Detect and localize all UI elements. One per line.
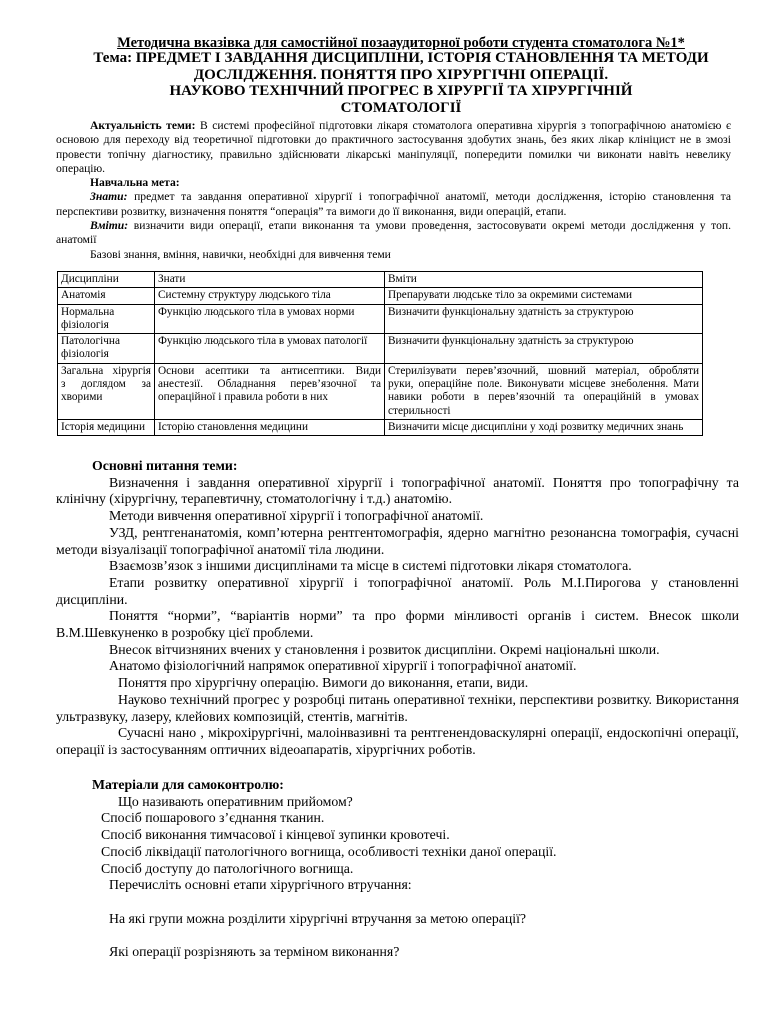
list-item: Поняття “норми”, “варіантів норми” та про форми мінливості органів і систем. Внесок школи В.М.Шевкуненко в розробку цієї проблеми. <box>56 608 739 641</box>
list-item: Спосіб ліквідації патологічного вогнища, особливості техніки даної операції. <box>101 843 557 859</box>
prerequisites-table <box>57 271 703 436</box>
list-item: Внесок вітчизняних вчених у становлення і розвиток дисципліни. Окремі національні школи. <box>109 641 660 657</box>
relevance-paragraph <box>56 119 731 176</box>
know-paragraph <box>56 190 731 219</box>
can-paragraph <box>56 219 731 248</box>
title-line: СТОМАТОЛОГІЇ <box>340 99 462 116</box>
list-item: Спосіб виконання тимчасової і кінцевої зупинки кровотечі. <box>101 827 450 843</box>
list-item: Поняття про хірургічну операцію. Вимоги до виконання, етапи, види. <box>118 675 529 691</box>
list-item: Методи вивчення оперативної хірургії і топографічної анатомії. <box>109 508 484 524</box>
table-row <box>58 419 703 435</box>
list-item: Науково технічний прогрес у розробці питань оперативної техніки, перспективи розвитку. Використання ультразвуку, лазеру, клейових композицій, стентів, магнітів. <box>56 691 739 724</box>
title-line: НАУКОВО ТЕХНІЧНИЙ ПРОГРЕС В ХІРУРГІЇ ТА ХІРУРГІЧНІЙ <box>169 83 633 99</box>
list-item: Що називають оперативним прийомом? <box>118 793 353 809</box>
can-label: Вміти: <box>90 219 129 233</box>
table-cell: Функцію людського тіла в умовах патології <box>155 334 385 364</box>
table-cell: Системну структуру людського тіла <box>155 288 385 304</box>
list-item: Взаємозв’язок з іншими дисциплінами та місце в системі підготовки лікаря стоматолога. <box>109 558 632 574</box>
table-cell: Визначити місце дисципліни у ході розвитку медичних знань <box>385 419 703 435</box>
table-header-row <box>58 272 703 288</box>
table-cell: Анатомія <box>58 288 155 304</box>
table-cell: Стерилізувати перев’язочний, шовний матеріал, обробляти руки, операційне поле. Виконувати місцеве знеболення. Мати навики роботи в перев’язочній та операційній в умовах стерильності <box>385 363 703 419</box>
title-line: ДОСЛІДЖЕННЯ. ПОНЯТТЯ ПРО ХІРУРГІЧНІ ОПЕРАЦІЇ. <box>193 66 609 83</box>
doc-title <box>56 50 746 116</box>
can-text: визначити види операції, етапи виконання та умови проведення, застосовувати окремі методи дослідження у топ. анатомії <box>56 219 731 247</box>
list-item: УЗД, рентгенанатомія, комп’ютерна рентгентомографія, ядерно магнітно резонансна томографія, сучасні методи візуалізації топографічної анатомії тіла людини. <box>56 524 739 557</box>
list-item: Які операції розрізняють за терміном виконання? <box>109 944 400 959</box>
list-item: Анатомо фізіологічний напрямок оперативної хірургії і топографічної анатомії. <box>109 658 577 674</box>
relevance-label: Актуальність теми: <box>90 119 196 132</box>
list-item: Етапи розвитку оперативної хірургії і топографічної анатомії. Роль М.І.Пирогова у становленні дисципліни. <box>56 574 739 607</box>
table-cell: Визначити функціональну здатність за структурою <box>385 334 703 364</box>
list-item: Визначення і завдання оперативної хірургії і топографічної анатомії. Поняття про топографічну та клінічну (хірургічну, терапевтичну, стоматологічну і т.д.) анатомію. <box>56 474 739 507</box>
list-item: Перечисліть основні етапи хірургічного втручання: <box>109 877 412 893</box>
main-questions-section <box>56 458 739 759</box>
table-header-cell: Знати <box>155 272 385 288</box>
table-cell: Основи асептики та антисептики. Види анестезії. Обладнання перев’язочної та операційної і правила роботи в них <box>155 363 385 419</box>
goal-label: Навчальна мета: <box>90 176 180 190</box>
table-row <box>58 304 703 334</box>
table-cell: Історія медицини <box>58 419 155 435</box>
self-control-title: Матеріали для самоконтролю: <box>92 777 284 792</box>
table-cell: Нормальна фізіологія <box>58 304 155 334</box>
table-row <box>58 334 703 364</box>
table-cell: Функцію людського тіла в умовах норми <box>155 304 385 334</box>
table-row <box>58 363 703 419</box>
table-cell: Визначити функціональну здатність за структурою <box>385 304 703 334</box>
know-text: предмет та завдання оперативної хірургії і топографічної анатомії, методи дослідження, історію становлення та перспективи розвитку, визначення поняття “операція” та вимоги до її виконання, види операцій, етапи. <box>56 190 731 218</box>
list-item: Спосіб пошарового з’єднання тканин. <box>101 810 325 826</box>
title-line: Тема: ПРЕДМЕТ І ЗАВДАННЯ ДИСЦИПЛІНИ, ІСТОРІЯ СТАНОВЛЕННЯ ТА МЕТОДИ <box>93 50 709 66</box>
intro-block <box>56 119 731 262</box>
doc-header-line: Методична вказівка для самостійної позааудиторної роботи студента стоматолога №1* <box>117 35 685 51</box>
base-knowledge-text: Базові знання, вміння, навички, необхідні для вивчення теми <box>90 247 391 261</box>
list-item: Спосіб доступу до патологічного вогнища. <box>101 860 354 876</box>
table-header-cell: Дисципліни <box>58 272 155 288</box>
self-control-section <box>56 777 739 961</box>
table-header-cell: Вміти <box>385 272 703 288</box>
know-label: Знати: <box>90 190 128 204</box>
table-cell: Патологічна фізіологія <box>58 334 155 364</box>
spacer <box>56 927 739 944</box>
table-row <box>58 288 703 304</box>
relevance-text: В системі професійної підготовки лікаря стоматолога оперативна хірургія з топографічною анатомією є основою для переходу від теоретичної підготовки до практичного застосування здобутих знань, без яких лікар клініцист не в змозі провести топічну діагностику, правильно здійснювати лікарські маніпуляції, попередити помилки чи виконати навіть невелику операцію. <box>56 119 731 175</box>
spacer <box>56 894 739 911</box>
table-cell: Препарувати людське тіло за окремими системами <box>385 288 703 304</box>
table-cell: Загальна хірургія з доглядом за хворими <box>58 363 155 419</box>
table-cell: Історію становлення медицини <box>155 419 385 435</box>
list-item: На які групи можна розділити хірургічні втручання за метою операції? <box>109 910 527 926</box>
list-item: Сучасні нано , мікрохірургічні, малоінвазивні та рентгенендоваскулярні операції, ендоскопічні операції, операції із застосуванням оптичних відеоапаратів, хірургічних роботів. <box>56 725 739 757</box>
main-questions-title: Основні питання теми: <box>92 458 238 473</box>
